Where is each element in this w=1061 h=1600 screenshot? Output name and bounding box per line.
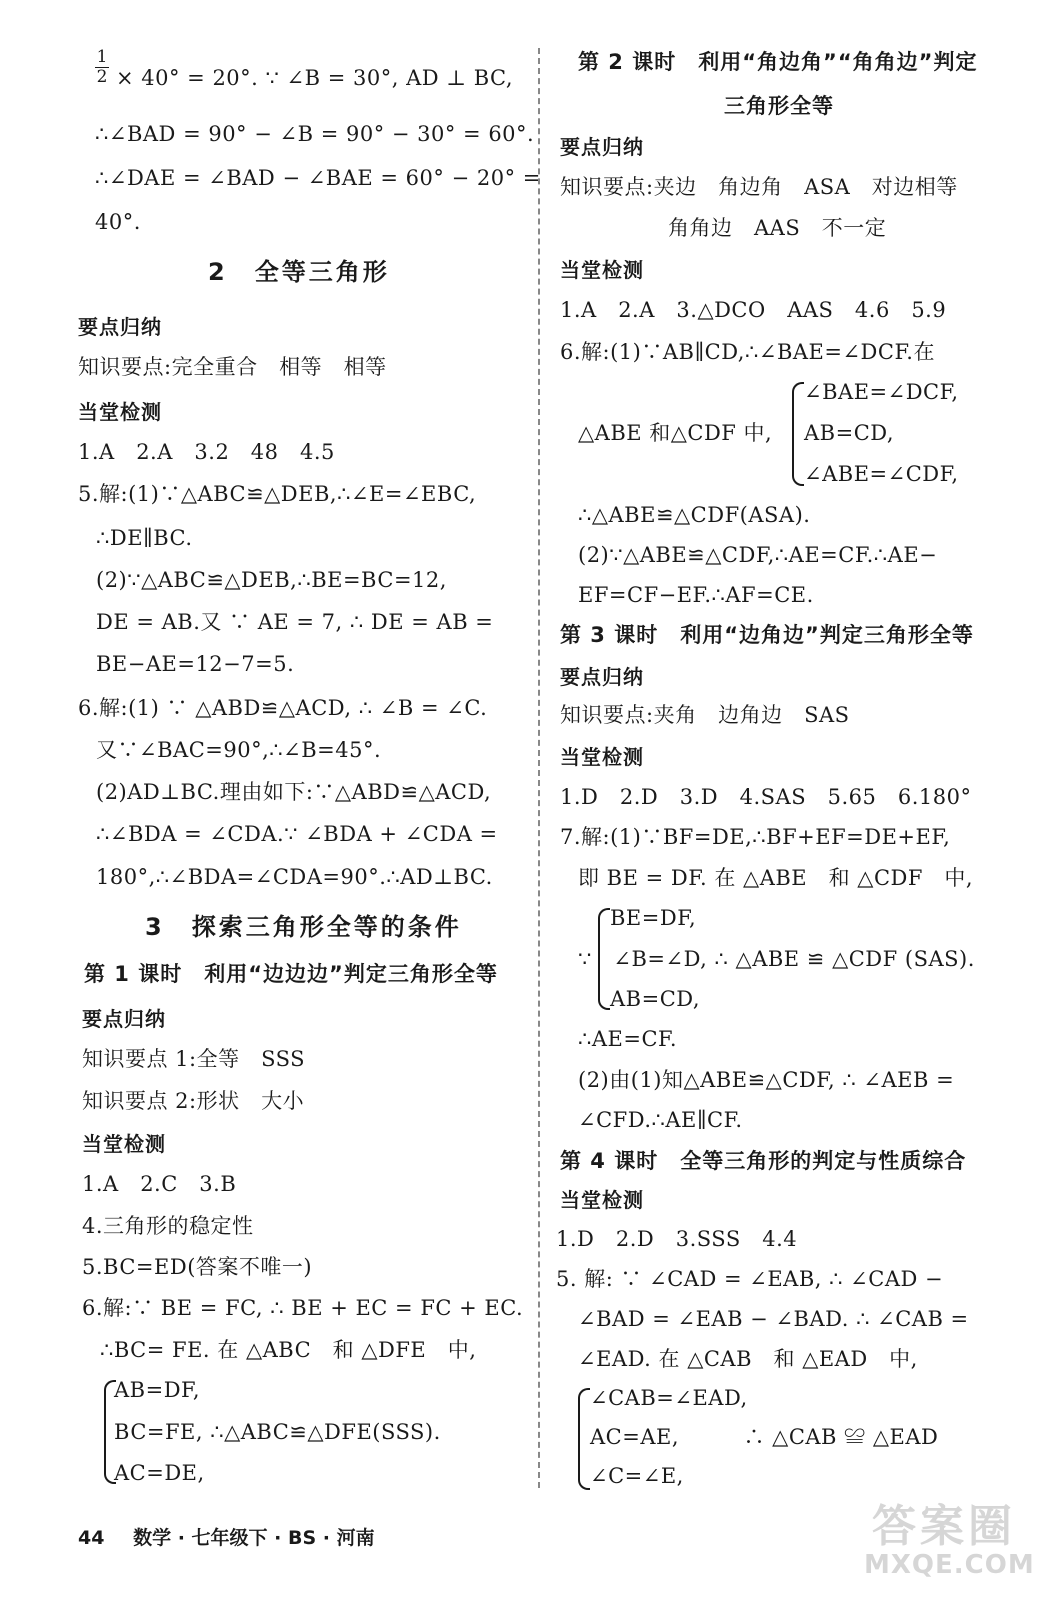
text-line: DE = AB.又 ∵ AE = 7, ∴ DE = AB = bbox=[96, 610, 494, 634]
brace-symbol bbox=[578, 1388, 590, 1490]
fraction-denominator: 2 bbox=[96, 67, 108, 87]
text-line: BE=DF, bbox=[610, 906, 697, 930]
text-line: ∠CFD.∴AE∥CF. bbox=[578, 1108, 743, 1132]
text-line: BC=FE, ∴△ABC≌△DFE(SSS). bbox=[114, 1420, 441, 1444]
section-heading: 要点归纳 bbox=[78, 315, 162, 339]
section-title: 2 全等三角形 bbox=[208, 258, 390, 286]
section-heading: 要点归纳 bbox=[560, 135, 644, 159]
text-line: ∴△ABE≌△CDF(ASA). bbox=[578, 503, 811, 527]
watermark-url: MXQE.COM bbox=[864, 1550, 1035, 1580]
answer-line: 1.A 2.C 3.B bbox=[82, 1172, 237, 1196]
text-line: ∠BAD = ∠EAB − ∠BAD. ∴ ∠CAB = bbox=[578, 1307, 969, 1331]
text-line: AB=DF, bbox=[114, 1378, 201, 1402]
text-line: × 40° = 20°. ∵ ∠B = 30°, AD ⊥ BC, bbox=[116, 66, 514, 90]
section-heading: 当堂检测 bbox=[82, 1132, 166, 1156]
text-line: 180°,∴∠BDA=∠CDA=90°.∴AD⊥BC. bbox=[96, 865, 493, 889]
text-line: △ABE 和△CDF 中, bbox=[578, 421, 773, 445]
text-line: 角角边 AAS 不一定 bbox=[668, 216, 887, 240]
text-line: (2)由(1)知△ABE≌△CDF, ∴ ∠AEB = bbox=[578, 1068, 955, 1092]
page-number: 44 bbox=[78, 1527, 105, 1549]
text-line: 知识要点 1:全等 SSS bbox=[82, 1047, 306, 1071]
watermark-logo bbox=[860, 1490, 1040, 1590]
answer-line: 4.三角形的稳定性 bbox=[82, 1214, 254, 1238]
brace-symbol bbox=[792, 382, 804, 486]
fraction-one-half bbox=[95, 48, 109, 87]
text-line: 即 BE = DF. 在 △ABE 和 △CDF 中, bbox=[578, 866, 974, 890]
lesson-title: 第 2 课时 利用“角边角”“角角边”判定 bbox=[578, 50, 978, 74]
text-line: 知识要点:夹边 角边角 ASA 对边相等 bbox=[560, 175, 958, 199]
section-heading: 要点归纳 bbox=[82, 1007, 166, 1031]
answer-line: 1.A 2.A 3.△DCO AAS 4.6 5.9 bbox=[560, 298, 947, 322]
answer-line: 1.D 2.D 3.D 4.SAS 5.65 6.180° bbox=[560, 785, 972, 809]
text-line: ∠EAD. 在 △CAB 和 △EAD 中, bbox=[578, 1347, 918, 1371]
answer-line: 1.A 2.A 3.2 48 4.5 bbox=[78, 440, 335, 464]
text-line: 5. 解: ∵ ∠CAD = ∠EAB, ∴ ∠CAD − bbox=[556, 1267, 944, 1291]
text-line: EF=CF−EF.∴AF=CE. bbox=[578, 583, 814, 607]
watermark-text: 答案圈 bbox=[872, 1501, 1016, 1552]
text-line: 6.解:(1)∵AB∥CD,∴∠BAE=∠DCF.在 bbox=[560, 340, 935, 364]
text-line: ∠ABE=∠CDF, bbox=[804, 462, 959, 486]
text-line: AC=AE, ∴ △CAB ≌ △EAD bbox=[590, 1425, 939, 1449]
text-line: 知识要点:完全重合 相等 相等 bbox=[78, 355, 387, 379]
lesson-title: 三角形全等 bbox=[724, 94, 834, 118]
text-line: ∴∠DAE = ∠BAD − ∠BAE = 60° − 20° = bbox=[95, 166, 541, 190]
text-line: (2)AD⊥BC.理由如下:∵△ABD≌△ACD, bbox=[96, 780, 492, 804]
text-line: AB=CD, bbox=[804, 421, 895, 445]
page-footer bbox=[78, 1523, 375, 1550]
text-line: ∠CAB=∠EAD, bbox=[590, 1386, 748, 1410]
text-line: 40°. bbox=[95, 210, 141, 234]
lesson-title: 第 3 课时 利用“边角边”判定三角形全等 bbox=[560, 623, 974, 647]
section-heading: 当堂检测 bbox=[78, 400, 162, 424]
section-heading: 当堂检测 bbox=[560, 1188, 644, 1212]
fraction-numerator: 1 bbox=[96, 47, 108, 67]
text-line: 又∵∠BAC=90°,∴∠B=45°. bbox=[96, 738, 382, 762]
section-heading: 当堂检测 bbox=[560, 745, 644, 769]
text-line: 7.解:(1)∵BF=DE,∴BF+EF=DE+EF, bbox=[560, 825, 951, 849]
text-line: ∴∠BAD = 90° − ∠B = 90° − 30° = 60°. bbox=[95, 122, 535, 146]
section-title: 3 探索三角形全等的条件 bbox=[145, 913, 462, 941]
text-line: 知识要点:夹角 边角边 SAS bbox=[560, 703, 850, 727]
text-line: ∵ ∠B=∠D, ∴ △ABE ≌ △CDF (SAS). bbox=[578, 947, 975, 971]
text-line: (2)∵△ABE≌△CDF,∴AE=CF.∴AE− bbox=[578, 543, 938, 567]
text-line: ∴DE∥BC. bbox=[96, 526, 193, 550]
lesson-title: 第 4 课时 全等三角形的判定与性质综合 bbox=[560, 1149, 967, 1173]
text-line: 知识要点 2:形状 大小 bbox=[82, 1089, 305, 1113]
text-line: ∴BC= FE. 在 △ABC 和 △DFE 中, bbox=[100, 1338, 477, 1362]
text-line: 6.解:∵ BE = FC, ∴ BE + EC = FC + EC. bbox=[82, 1296, 524, 1320]
column-divider bbox=[538, 48, 540, 1488]
text-line: BE−AE=12−7=5. bbox=[96, 652, 295, 676]
text-line: 5.解:(1)∵△ABC≌△DEB,∴∠E=∠EBC, bbox=[78, 482, 477, 506]
footer-subject: 数学 · 七年级下 · BS · 河南 bbox=[133, 1527, 375, 1549]
answer-line: 5.BC=ED(答案不唯一) bbox=[82, 1255, 313, 1279]
text-line: AC=DE, bbox=[114, 1461, 205, 1485]
text-line: ∠C=∠E, bbox=[590, 1464, 684, 1488]
lesson-title: 第 1 课时 利用“边边边”判定三角形全等 bbox=[84, 962, 498, 986]
text-line: ∴∠BDA = ∠CDA.∵ ∠BDA + ∠CDA = bbox=[96, 822, 498, 846]
text-line: 6.解:(1) ∵ △ABD≌△ACD, ∴ ∠B = ∠C. bbox=[78, 696, 488, 720]
text-line: AB=CD, bbox=[610, 987, 701, 1011]
text-line: (2)∵△ABC≌△DEB,∴BE=BC=12, bbox=[96, 568, 447, 592]
text-line: ∠BAE=∠DCF, bbox=[804, 380, 959, 404]
section-heading: 当堂检测 bbox=[560, 258, 644, 282]
answer-line: 1.D 2.D 3.SSS 4.4 bbox=[556, 1227, 798, 1251]
text-line: ∴AE=CF. bbox=[578, 1027, 677, 1051]
section-heading: 要点归纳 bbox=[560, 665, 644, 689]
